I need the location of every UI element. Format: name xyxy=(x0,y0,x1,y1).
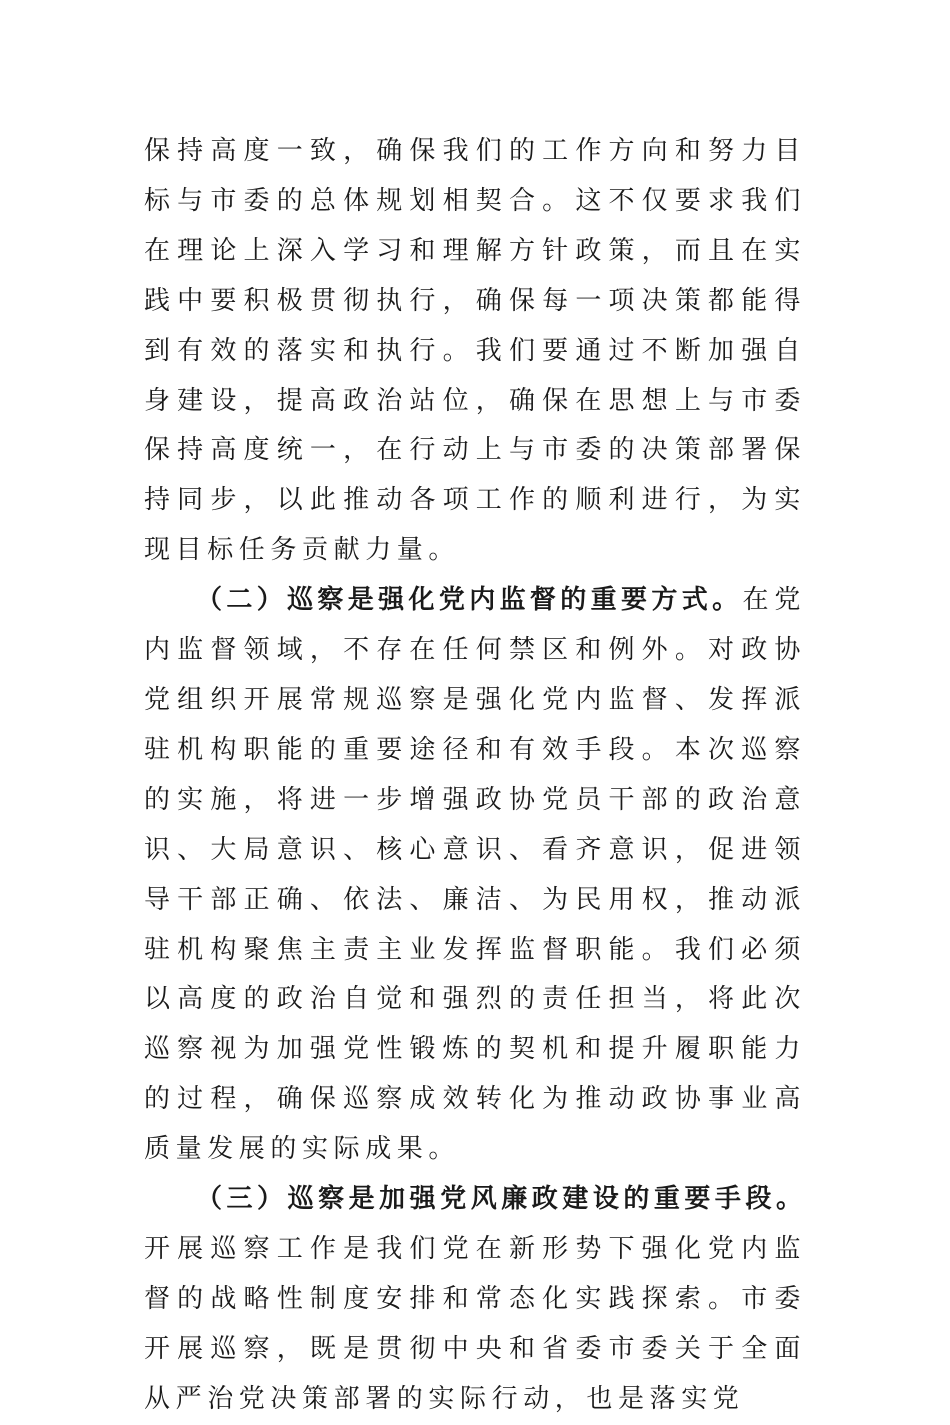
paragraph-1-body: 保持高度一致，确保我们的工作方向和努力目标与市委的总体规划相契合。这不仅要求我们在理论上深入学习和理解方针政策，而且在实践中要积极贯彻执行，确保每一项决策都能得到有效的落实和执行。我们要通过不断加强自身建设，提高政治站位，确保在思想上与市委保持高度统一，在行动上与市委的决策部署保持同步，以此推动各项工作的顺利进行，为实现目标任务贡献力量。 xyxy=(144,136,806,566)
paragraph-3-body: 开展巡察工作是我们党在新形势下强化党内监督的战略性制度安排和常态化实践探索。市委开展巡察，既是贯彻中央和省委市委关于全面从严治党决策部署的实际行动，也是落实党 xyxy=(144,1233,806,1414)
paragraph-2 xyxy=(144,576,806,1175)
paragraph-2-heading: （二）巡察是强化党内监督的重要方式。 xyxy=(196,585,743,616)
paragraph-3 xyxy=(144,1175,806,1425)
paragraph-2-body: 在党内监督领域，不存在任何禁区和例外。对政协党组织开展常规巡察是强化党内监督、发挥派驻机构职能的重要途径和有效手段。本次巡察的实施，将进一步增强政协党员干部的政治意识、大局意识、核心意识、看齐意识，促进领导干部正确、依法、廉洁、为民用权，推动派驻机构聚焦主责主业发挥监督职能。我们必须以高度的政治自觉和强烈的责任担当，将此次巡察视为加强党性锻炼的契机和提升履职能力的过程，确保巡察成效转化为推动政协事业高质量发展的实际成果。 xyxy=(144,585,806,1165)
paragraph-1 xyxy=(144,127,806,576)
document-page xyxy=(144,127,806,1425)
paragraph-3-heading: （三）巡察是加强党风廉政建设的重要手段。 xyxy=(196,1184,806,1215)
